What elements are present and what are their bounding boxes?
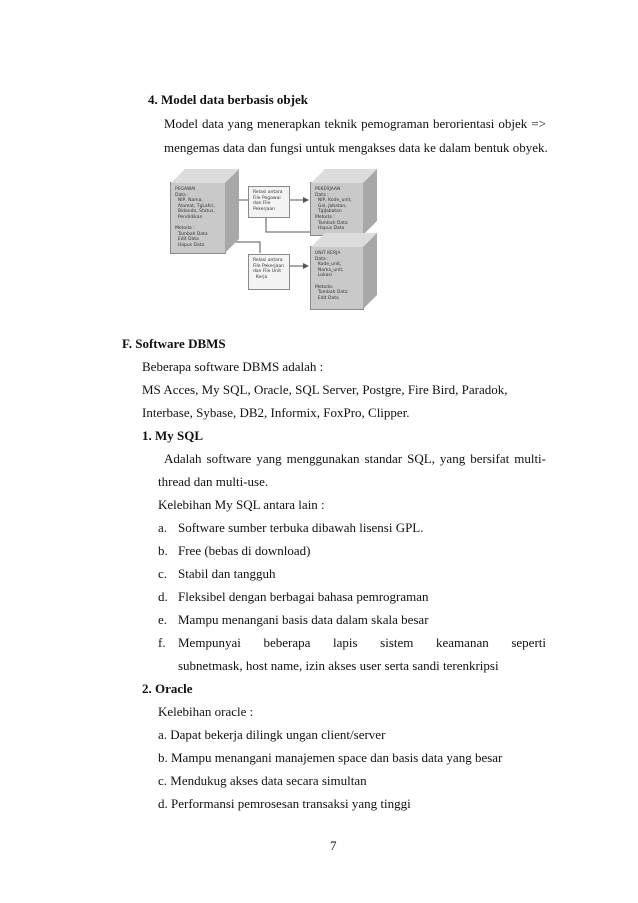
mysql-desc-line1: Adalah software yang menggunakan standar SQL, yang bersifat multi-: [164, 451, 546, 466]
section-f-list-line2: Interbase, Sybase, DB2, Informix, FoxPro, Clipper.: [142, 405, 410, 420]
section-4-heading: 4. Model data berbasis objek: [148, 92, 308, 107]
mysql-item-text: Fleksibel dengan berbagai bahasa pemrograman: [178, 589, 429, 604]
mysql-item-letter: d.: [158, 589, 168, 604]
mysql-item-letter: b.: [158, 543, 168, 558]
mysql-heading: 1. My SQL: [142, 428, 204, 443]
pekerjaan-text: PEKERJAAN Data : NIP, Kode_unit, Gol, Jabatan, TglJabatan Metoda : Tambah Data Hapus Data: [315, 187, 352, 232]
mysql-item-text: Mampu menangani basis data dalam skala besar: [178, 612, 429, 627]
mysql-item-letter: f.: [158, 635, 166, 650]
section-4-para-line1: Model data yang menerapkan teknik pemograman berorientasi objek =>: [164, 116, 546, 131]
oracle-adv-intro: Kelebihan oracle :: [158, 704, 254, 719]
unit-kerja-text: UNIT KERJA Data : Kode_unit, Nama_unit, Lokasi Metoda: Tambah Data Edit Data: [315, 251, 348, 301]
mysql-adv-intro: Kelebihan My SQL antara lain :: [158, 497, 325, 512]
mysql-item-letter: c.: [158, 566, 168, 581]
section-f-intro: Beberapa software DBMS adalah :: [142, 359, 324, 374]
page-number: 7: [330, 838, 337, 853]
pegawai-box: [170, 182, 226, 254]
mysql-item-letter: a.: [158, 520, 168, 535]
relasi-1-text: Relasi antara File Pegawai dan File Pekerjaan: [253, 190, 283, 212]
relasi-2-text: Relasi antara File Pekerjaan dan File Unit Kerja: [253, 258, 284, 280]
relasi-pegawai-pekerjaan-box: [248, 186, 290, 218]
mysql-item-letter: e.: [158, 612, 168, 627]
object-model-diagram: [160, 166, 385, 318]
mysql-desc-line2: thread dan multi-use.: [158, 474, 269, 489]
section-f-list-line1: MS Acces, My SQL, Oracle, SQL Server, Postgre, Fire Bird, Paradok,: [142, 382, 508, 397]
pegawai-text: PEGAWAI Data : NIP, Nama, Alamat, TgLahir, Bidanda, Status, Pendidikan Metoda : Tambah Data Edit Data Hapus Data: [175, 187, 215, 248]
mysql-item-text: Software sumber terbuka dibawah lisensi GPL.: [178, 520, 424, 535]
mysql-item-text: Stabil dan tangguh: [178, 566, 276, 581]
unit-kerja-box: [310, 246, 364, 310]
oracle-item: b. Mampu menangani manajemen space dan basis data yang besar: [158, 750, 503, 765]
section-4-para-line2: mengemas data dan fungsi untuk mengakses data ke dalam bentuk obyek.: [164, 140, 548, 155]
oracle-item: a. Dapat bekerja dilingk ungan client/server: [158, 727, 386, 742]
oracle-heading: 2. Oracle: [142, 681, 193, 696]
mysql-item-text: Mempunyai beberapa lapis sistem keamanan seperti: [178, 635, 546, 650]
pekerjaan-box: [310, 182, 364, 236]
relasi-pekerjaan-unit-box: [248, 254, 290, 290]
mysql-item-text: Free (bebas di download): [178, 543, 311, 558]
section-f-heading: F. Software DBMS: [122, 336, 226, 351]
mysql-item-f-line2: subnetmask, host name, izin akses user serta sandi terenkripsi: [178, 658, 499, 673]
oracle-item: d. Performansi pemrosesan transaksi yang tinggi: [158, 796, 411, 811]
oracle-item: c. Mendukug akses data secara simultan: [158, 773, 367, 788]
